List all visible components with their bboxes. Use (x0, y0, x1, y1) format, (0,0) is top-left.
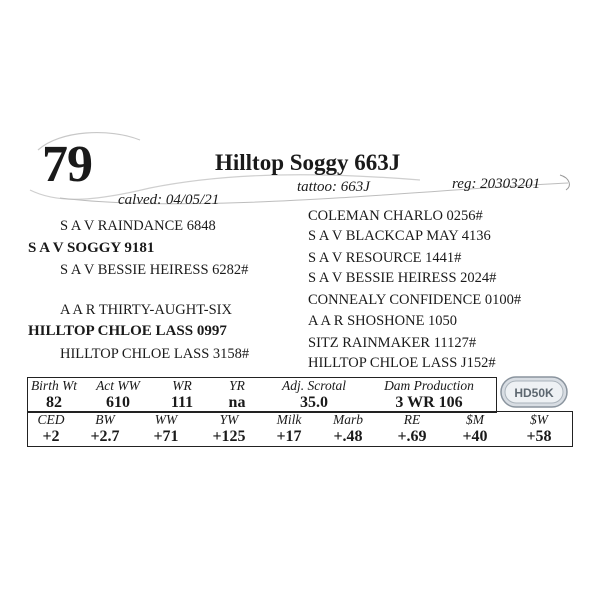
epd-header: Milk (276, 412, 302, 427)
epd-value: +71 (153, 428, 179, 445)
epd-header: RE (403, 412, 421, 427)
performance-header-row (28, 378, 497, 395)
epd-header-row (28, 412, 573, 429)
performance-header: Adj. Scrotal (282, 378, 346, 393)
lot-number: 79 (42, 136, 92, 193)
epd-header: YW (219, 412, 239, 427)
epd-value-row (28, 428, 573, 447)
epd-value: +.69 (397, 428, 427, 445)
epd-header: WW (154, 412, 178, 427)
epd-value: +40 (462, 428, 488, 445)
pedigree-right-2: S A V BLACKCAP MAY 4136 (308, 228, 491, 244)
epd-value: +125 (212, 428, 246, 445)
pedigree-sire-sire: S A V RAINDANCE 6848 (60, 218, 216, 234)
hd50k-badge-icon (500, 376, 568, 408)
pedigree-right-5: CONNEALY CONFIDENCE 0100# (308, 292, 522, 308)
performance-table (27, 377, 497, 413)
performance-header: WR (172, 378, 192, 393)
epd-header: Marb (333, 412, 363, 427)
registration-number: reg: 20303201 (452, 176, 541, 192)
pedigree-right-1: COLEMAN CHARLO 0256# (308, 208, 483, 224)
pedigree-sire-dam: S A V BESSIE HEIRESS 6282# (60, 262, 249, 278)
animal-name: Hilltop Soggy 663J (215, 150, 401, 175)
hd50k-badge-text: HD50K (514, 386, 554, 400)
pedigree-sire: S A V SOGGY 9181 (28, 240, 155, 256)
epd-value: +.48 (333, 428, 363, 445)
performance-value: 111 (170, 394, 194, 411)
pedigree-right-8: HILLTOP CHLOE LASS J152# (308, 355, 496, 371)
performance-value: 3 WR 106 (395, 394, 463, 411)
pedigree-right-3: S A V RESOURCE 1441# (308, 250, 462, 266)
calved-date: calved: 04/05/21 (118, 192, 220, 208)
epd-value: +58 (526, 428, 552, 445)
performance-header: Act WW (96, 378, 140, 393)
pedigree-right-4: S A V BESSIE HEIRESS 2024# (308, 270, 497, 286)
epd-table (27, 411, 573, 447)
pedigree-right-6: A A R SHOSHONE 1050 (308, 313, 458, 329)
performance-value: 35.0 (300, 394, 328, 411)
epd-header: $W (530, 412, 548, 427)
performance-header: Birth Wt (30, 378, 78, 393)
performance-header: Dam Production (384, 378, 474, 393)
epd-value: +17 (276, 428, 302, 445)
pedigree-dam-sire: A A R THIRTY-AUGHT-SIX (60, 302, 232, 318)
performance-value: 610 (106, 394, 130, 411)
epd-value: +2.7 (90, 428, 120, 445)
performance-value-row (28, 394, 497, 413)
performance-value: na (228, 394, 246, 411)
epd-header: $M (466, 412, 484, 427)
epd-header: CED (37, 412, 65, 427)
epd-value: +2 (42, 428, 60, 445)
epd-header: BW (95, 412, 115, 427)
pedigree-dam: HILLTOP CHLOE LASS 0997 (28, 323, 227, 339)
pedigree-dam-dam: HILLTOP CHLOE LASS 3158# (60, 346, 250, 362)
performance-value: 82 (46, 394, 62, 411)
tattoo: tattoo: 663J (297, 179, 370, 195)
pedigree-right-7: SITZ RAINMAKER 11127# (308, 335, 477, 351)
performance-header: YR (229, 378, 245, 393)
